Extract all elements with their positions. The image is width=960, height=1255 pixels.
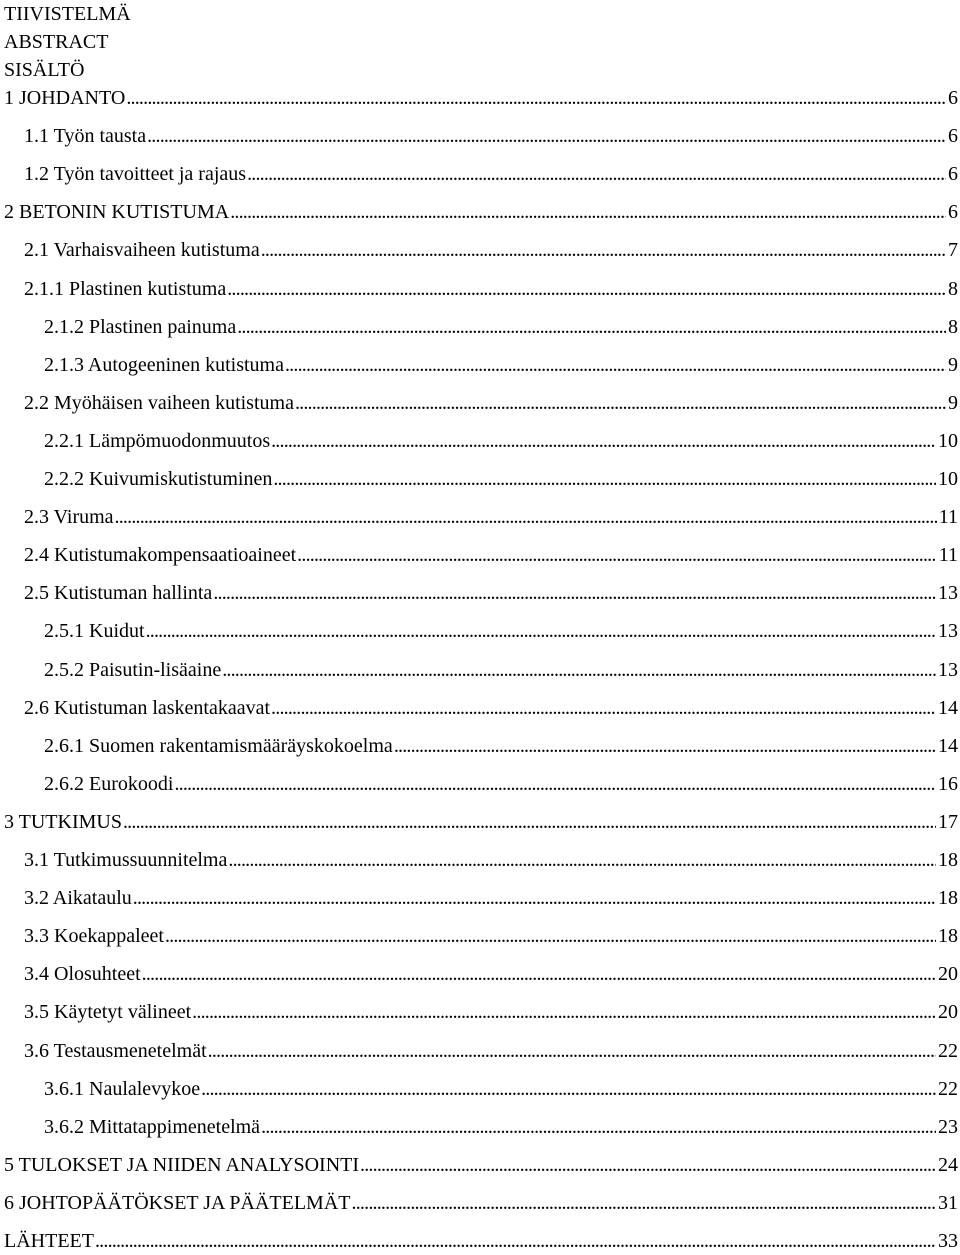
- toc-dot-leader: [201, 1075, 936, 1103]
- toc-entry[interactable]: [4, 236, 958, 264]
- toc-entry[interactable]: [4, 1075, 958, 1103]
- toc-dot-leader: [115, 503, 937, 531]
- toc-entry[interactable]: [4, 922, 958, 950]
- toc-entry-page: 9: [948, 353, 958, 376]
- toc-entry-page: 20: [938, 963, 958, 986]
- toc-entry-label: 5 TULOKSET JA NIIDEN ANALYSOINTI: [4, 1153, 360, 1176]
- toc-entry-page: 23: [938, 1115, 958, 1138]
- toc-entry-page: 6: [948, 201, 958, 224]
- toc-entry-label: 3.6 Testausmenetelmät: [24, 1039, 207, 1062]
- toc-entry-page: 8: [948, 315, 958, 338]
- toc-dot-leader: [273, 465, 936, 493]
- toc-dot-leader: [213, 579, 936, 607]
- toc-dot-leader: [165, 922, 936, 950]
- toc-dot-leader: [271, 694, 936, 722]
- toc-entry-page: 22: [938, 1077, 958, 1100]
- toc-entry-label: 2.1.3 Autogeeninen kutistuma: [44, 353, 284, 376]
- toc-entry-page: 13: [938, 620, 958, 643]
- toc-entry-label: 2.6 Kutistuman laskentakaavat: [24, 696, 271, 719]
- toc-entry[interactable]: [4, 313, 958, 341]
- toc-entry-label: 2 BETONIN KUTISTUMA: [4, 201, 230, 224]
- toc-entry-page: 8: [948, 277, 958, 300]
- toc-entry-label: 3 TUTKIMUS: [4, 810, 122, 833]
- toc-dot-leader: [146, 617, 936, 645]
- toc-dot-leader: [126, 84, 946, 112]
- toc-entry[interactable]: [4, 808, 958, 836]
- toc-entry-page: 11: [938, 506, 958, 529]
- toc-entry-page: 11: [938, 544, 958, 567]
- toc-dot-leader: [237, 313, 946, 341]
- toc-entry-label: 3.5 Käytetyt välineet: [24, 1001, 192, 1024]
- toc-entry-label: 3.6.1 Naulalevykoe: [44, 1077, 201, 1100]
- toc-dot-leader: [174, 770, 936, 798]
- toc-entry-label: 2.2.1 Lämpömuodonmuutos: [44, 429, 271, 452]
- toc-entry-page: 6: [948, 163, 958, 186]
- toc-entry-label: 2.2 Myöhäisen vaiheen kutistuma: [24, 391, 294, 414]
- toc-entry-page: 16: [938, 772, 958, 795]
- toc-entry-page: 9: [948, 391, 958, 414]
- toc-entry-label: 1.2 Työn tavoitteet ja rajaus: [24, 163, 247, 186]
- toc-dot-leader: [208, 1037, 936, 1065]
- toc-entry-label: 1 JOHDANTO: [4, 87, 126, 109]
- toc-dot-leader: [352, 1189, 936, 1217]
- toc-entry[interactable]: [4, 579, 958, 607]
- toc-entry-label: 3.1 Tutkimussuunnitelma: [24, 849, 228, 871]
- toc-entry[interactable]: [4, 465, 958, 493]
- toc-entry-label: 2.1 Varhaisvaiheen kutistuma: [24, 239, 260, 262]
- toc-entry[interactable]: [4, 617, 958, 645]
- toc-dot-leader: [147, 122, 946, 150]
- toc-entry[interactable]: [4, 846, 958, 874]
- toc-dot-leader: [230, 198, 946, 226]
- toc-entry-label: 2.5.1 Kuidut: [44, 620, 145, 643]
- table-of-contents: [4, 0, 958, 1252]
- toc-dot-leader: [133, 884, 936, 912]
- toc-entry-label: 2.1.2 Plastinen painuma: [44, 315, 237, 338]
- toc-entry[interactable]: [4, 732, 958, 760]
- toc-entry[interactable]: [4, 351, 958, 379]
- toc-dot-leader: [261, 236, 946, 264]
- toc-dot-leader: [360, 1151, 936, 1179]
- toc-dot-leader: [261, 1113, 936, 1141]
- toc-entry-page: 20: [938, 1001, 958, 1024]
- toc-entry-page: 24: [938, 1153, 958, 1176]
- toc-dot-leader: [285, 351, 946, 379]
- toc-entry[interactable]: [4, 770, 958, 798]
- toc-entry-page: 31: [938, 1191, 958, 1214]
- heading-abstract: ABSTRACT: [4, 31, 109, 53]
- toc-entry-label: 1.1 Työn tausta: [24, 125, 147, 148]
- heading-tiivistelma: TIIVISTELMÄ: [4, 3, 131, 25]
- toc-dot-leader: [192, 998, 936, 1026]
- toc-dot-leader: [297, 541, 937, 569]
- toc-entry-label: 2.3 Viruma: [24, 506, 114, 529]
- toc-dot-leader: [222, 656, 936, 684]
- toc-entry-page: 7: [948, 239, 958, 262]
- toc-dot-leader: [228, 846, 936, 874]
- toc-entry[interactable]: [4, 1037, 958, 1065]
- toc-entry-page: 13: [938, 582, 958, 605]
- toc-entry-label: 3.6.2 Mittatappimenetelmä: [44, 1115, 261, 1138]
- toc-entry-label: 2.5 Kutistuman hallinta: [24, 582, 213, 605]
- toc-entry[interactable]: [4, 389, 958, 417]
- toc-entry[interactable]: [4, 427, 958, 455]
- toc-entry[interactable]: [4, 1113, 958, 1141]
- toc-entry-page: 14: [938, 734, 958, 757]
- toc-entry[interactable]: [4, 656, 958, 684]
- toc-entry[interactable]: [4, 160, 958, 188]
- toc-entry[interactable]: [4, 998, 958, 1026]
- toc-entry-page: 10: [938, 468, 958, 490]
- toc-dot-leader: [394, 732, 936, 760]
- toc-dot-leader: [123, 808, 936, 836]
- toc-entry-page: 18: [938, 849, 958, 871]
- toc-entry[interactable]: [4, 275, 958, 303]
- toc-entry-page: 33: [938, 1230, 958, 1252]
- toc-entry[interactable]: [4, 198, 958, 226]
- toc-entry[interactable]: [4, 694, 958, 722]
- toc-dot-leader: [142, 960, 936, 988]
- toc-entry[interactable]: [4, 122, 958, 150]
- toc-entry-page: 10: [938, 429, 958, 452]
- toc-entry-label: 2.5.2 Paisutin-lisäaine: [44, 658, 222, 681]
- toc-entry-label: 3.4 Olosuhteet: [24, 963, 141, 986]
- toc-dot-leader: [247, 160, 946, 188]
- toc-dot-leader: [95, 1227, 936, 1255]
- toc-entry-label: 2.6.2 Eurokoodi: [44, 772, 174, 795]
- toc-entry[interactable]: [4, 960, 958, 988]
- toc-dot-leader: [295, 389, 946, 417]
- toc-entry[interactable]: [4, 1151, 958, 1179]
- toc-entry-label: 6 JOHTOPÄÄTÖKSET JA PÄÄTELMÄT: [4, 1191, 351, 1214]
- toc-entry[interactable]: [4, 503, 958, 531]
- toc-entry-label: 3.2 Aikataulu: [24, 887, 132, 910]
- toc-entry-page: 18: [938, 887, 958, 910]
- toc-entry[interactable]: [4, 1227, 958, 1255]
- toc-entry[interactable]: [4, 541, 958, 569]
- toc-entry-label: 2.1.1 Plastinen kutistuma: [24, 277, 227, 300]
- toc-entry[interactable]: [4, 84, 958, 112]
- toc-entry[interactable]: [4, 884, 958, 912]
- toc-entry-page: 14: [938, 696, 958, 719]
- toc-entry-page: 22: [938, 1039, 958, 1062]
- toc-entry-label: 3.3 Koekappaleet: [24, 925, 164, 948]
- toc-entry-page: 13: [938, 658, 958, 681]
- toc-entry[interactable]: [4, 1189, 958, 1217]
- toc-entry-label: LÄHTEET: [4, 1230, 94, 1252]
- toc-entry-label: 2.6.1 Suomen rakentamismääräyskokoelma: [44, 734, 393, 757]
- toc-entry-page: 6: [948, 87, 958, 109]
- toc-entry-label: 2.4 Kutistumakompensaatioaineet: [24, 544, 297, 567]
- toc-entry-label: 2.2.2 Kuivumiskutistuminen: [44, 468, 273, 490]
- toc-dot-leader: [271, 427, 936, 455]
- heading-sisalto: SISÄLTÖ: [4, 59, 85, 81]
- toc-entry-page: 6: [948, 125, 958, 148]
- toc-dot-leader: [227, 275, 946, 303]
- toc-entry-page: 17: [938, 810, 958, 833]
- toc-entry-page: 18: [938, 925, 958, 948]
